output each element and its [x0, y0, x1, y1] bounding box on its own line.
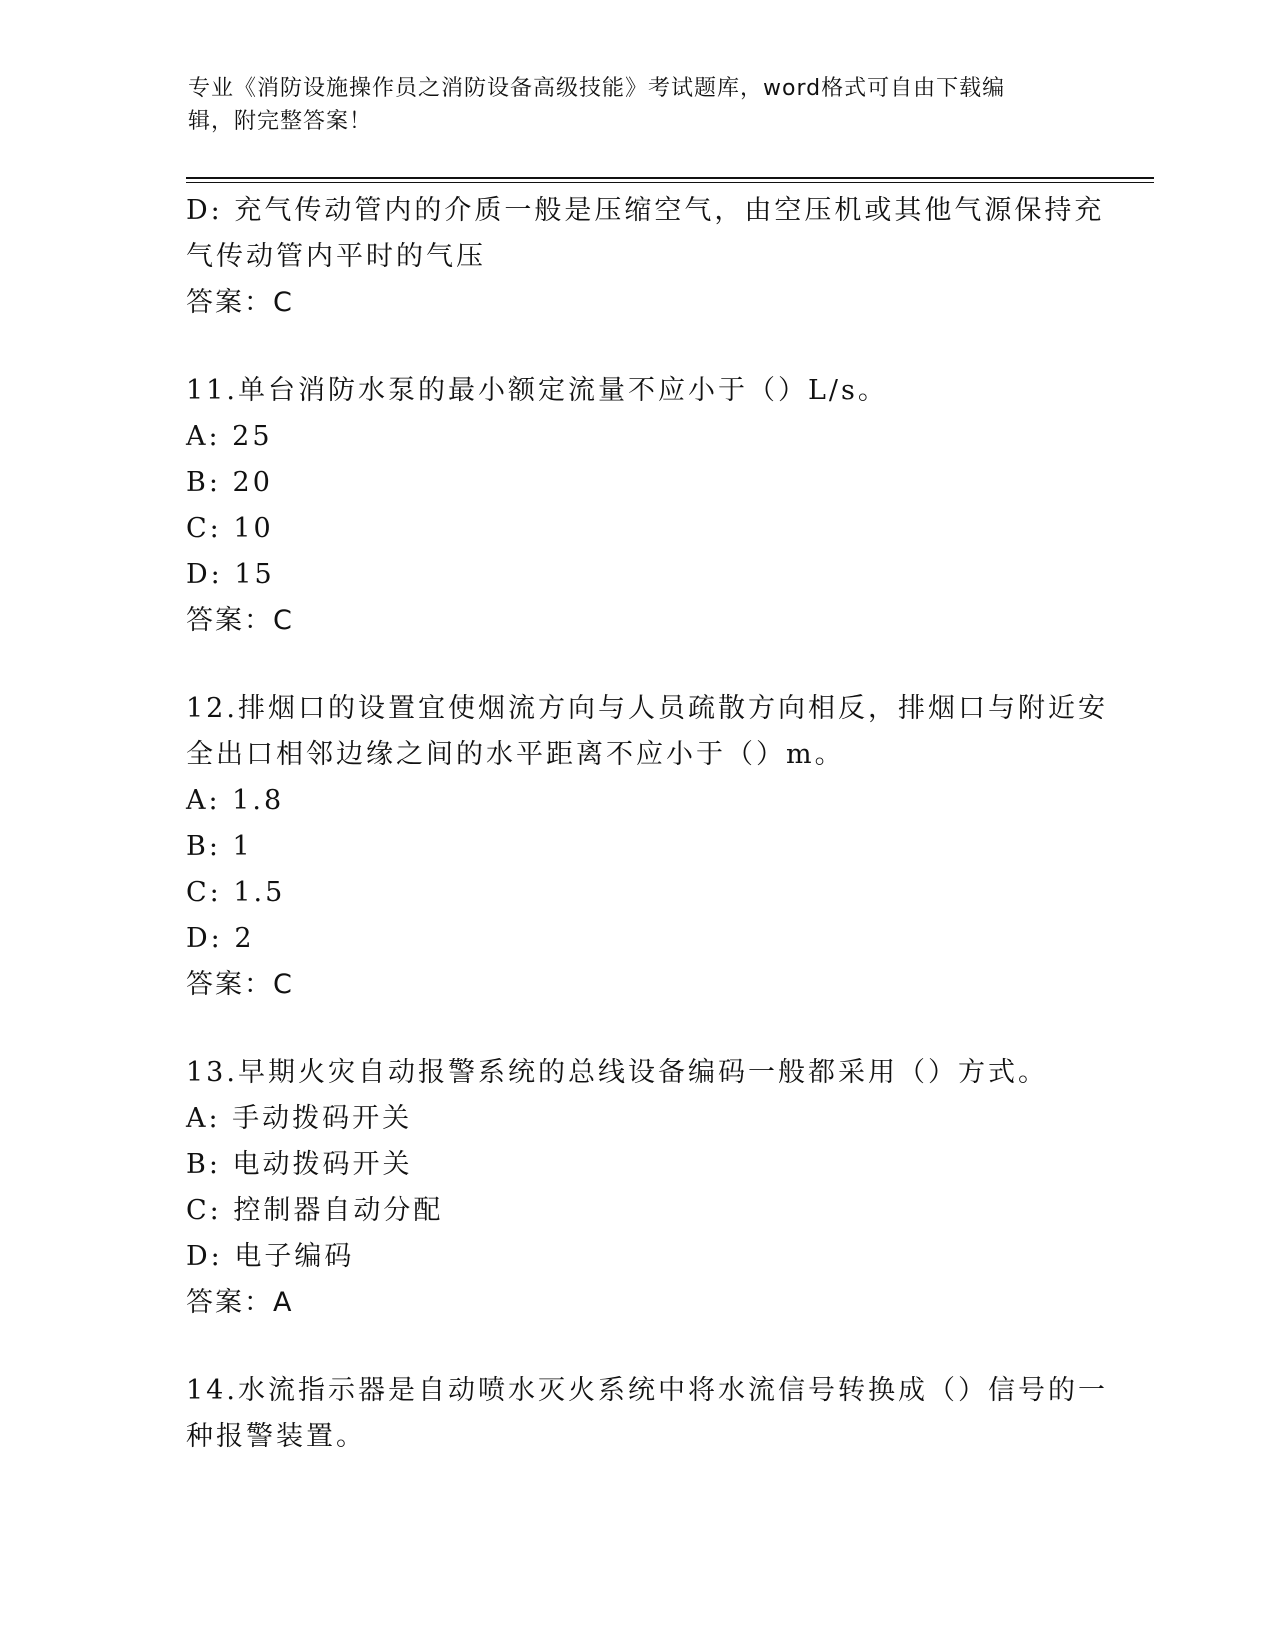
option-d: D: 电子编码 — [186, 1241, 355, 1272]
option-d: D: 充气传动管内的介质一般是压缩空气，由空压机或其他气源保持充 — [186, 195, 1105, 226]
question-11 — [186, 368, 1086, 644]
header-line-1: 专业《消防设施操作员之消防设备高级技能》考试题库，word格式可自由下载编 — [188, 76, 1006, 101]
option-a: A: 手动拨码开关 — [186, 1103, 413, 1134]
question-stem-continued: 全出口相邻边缘之间的水平距离不应小于（）m。 — [186, 739, 845, 770]
question-list — [186, 188, 1108, 1460]
question-stem: 13.早期火灾自动报警系统的总线设备编码一般都采用（）方式。 — [186, 1057, 1048, 1088]
question-stem: 14.水流指示器是自动喷水灭火系统中将水流信号转换成（）信号的一 — [186, 1375, 1108, 1406]
question-13 — [186, 1050, 1086, 1326]
question-14 — [186, 1368, 1108, 1460]
option-a: A: 25 — [186, 421, 273, 452]
option-d-continued: 气传动管内平时的气压 — [186, 241, 486, 272]
question-10-tail — [186, 188, 1105, 326]
header-rule-thick — [186, 177, 1154, 179]
question-stem: 12.排烟口的设置宜使烟流方向与人员疏散方向相反，排烟口与附近安 — [186, 693, 1108, 724]
option-d: D: 15 — [186, 559, 275, 590]
option-c: C: 1.5 — [186, 877, 286, 908]
question-12 — [186, 686, 1108, 1008]
header-line-2: 辑，附完整答案！ — [188, 109, 373, 134]
answer: 答案：A — [186, 1287, 294, 1318]
answer: 答案：C — [186, 605, 294, 636]
option-b: B: 1 — [186, 831, 253, 862]
question-stem: 11.单台消防水泵的最小额定流量不应小于（）L/s。 — [186, 375, 888, 406]
question-stem-continued: 种报警装置。 — [186, 1421, 366, 1452]
answer: 答案：C — [186, 969, 294, 1000]
page-header — [188, 72, 1068, 138]
option-a: A: 1.8 — [186, 785, 285, 816]
header-rule-thin — [186, 182, 1154, 183]
option-c: C: 控制器自动分配 — [186, 1195, 444, 1226]
option-c: C: 10 — [186, 513, 274, 544]
option-d: D: 2 — [186, 923, 255, 954]
option-b: B: 20 — [186, 467, 273, 498]
option-b: B: 电动拨码开关 — [186, 1149, 413, 1180]
answer: 答案：C — [186, 287, 294, 318]
